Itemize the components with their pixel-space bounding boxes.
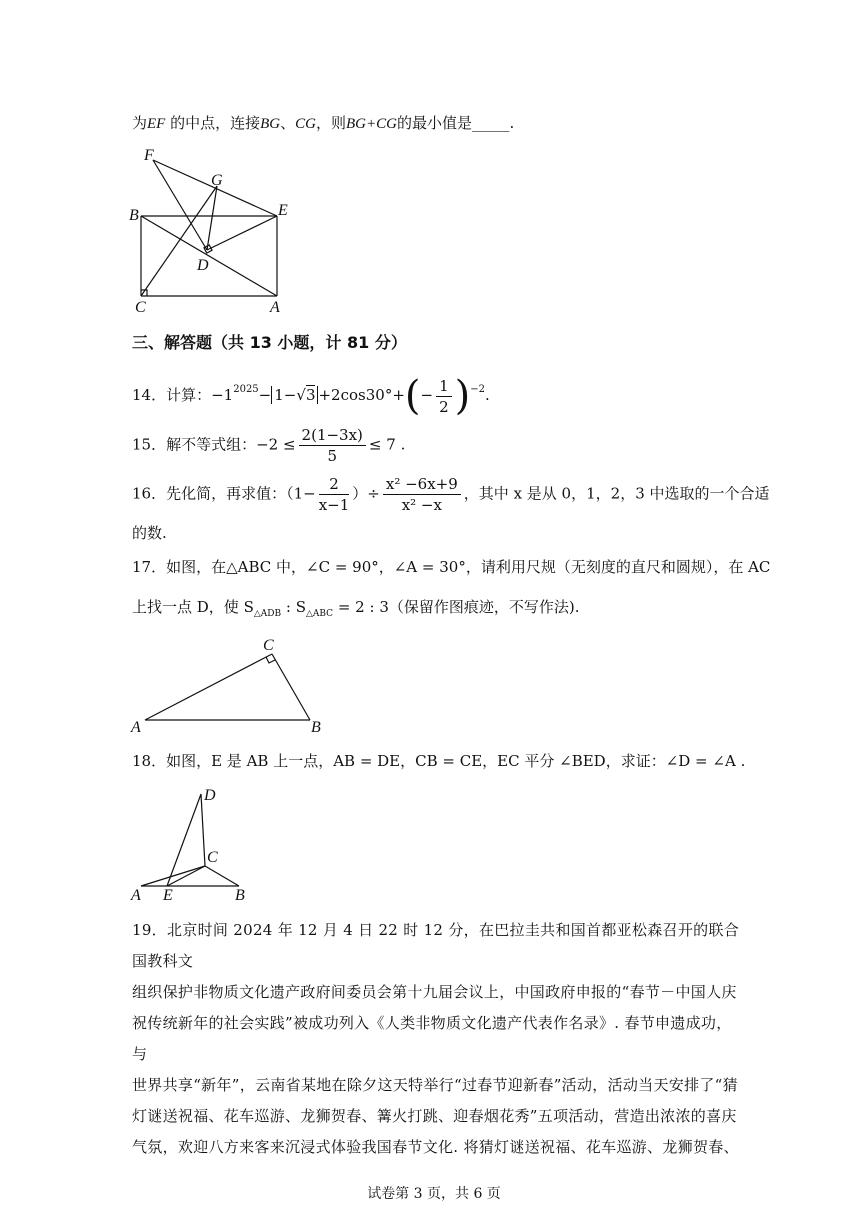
label-D: D bbox=[197, 257, 209, 274]
label-D: D bbox=[204, 787, 216, 804]
q16-f2-num: x² −6x+9 bbox=[383, 474, 461, 495]
q16-fraction2 bbox=[383, 474, 461, 515]
q17-line2 bbox=[132, 596, 579, 619]
page-footer: 试卷第 3 页，共 6 页 bbox=[367, 1186, 501, 1202]
label-B: B bbox=[235, 887, 245, 904]
label-A: A bbox=[131, 887, 141, 904]
label-F: F bbox=[144, 147, 154, 164]
q14-abs: 1−√3 bbox=[271, 386, 318, 404]
label-C: C bbox=[263, 637, 274, 654]
q14-term: +2cos30°+ bbox=[318, 386, 405, 404]
q13-text: 的最小值是_____. bbox=[396, 114, 515, 132]
q18: 18．如图，E 是 AB 上一点，AB = DE，CB = CE，EC 平分 ∠BED，求证：∠D = ∠A . bbox=[132, 752, 746, 770]
label-C: C bbox=[135, 299, 146, 316]
label-E: E bbox=[163, 887, 173, 904]
q17-sub2: △ABC bbox=[305, 609, 334, 619]
q13-tail-line bbox=[132, 112, 514, 133]
q19-line: 祝传统新年的社会实践”被成功列入《人类非物质文化遗产代表作名录》. 春节申遗成功，与 bbox=[132, 1014, 732, 1063]
q17-text: 上找一点 D，使 S bbox=[132, 598, 254, 616]
q16-prefix: 16．先化简，再求值：（1− bbox=[132, 484, 316, 503]
q16-mid: ）÷ bbox=[352, 484, 380, 503]
q14-root: 3 bbox=[305, 386, 316, 404]
q14-term: −1 bbox=[211, 386, 234, 404]
q13-figure bbox=[125, 140, 305, 320]
q14-exponent: 2025 bbox=[233, 384, 259, 395]
q14-frac-den: 2 bbox=[439, 397, 449, 416]
q19-line: 灯谜送祝福、花车巡游、龙狮贺春、篝火打跳、迎春烟花秀”五项活动，营造出浓浓的喜庆 bbox=[132, 1107, 737, 1125]
q14-frac-num: 1 bbox=[436, 376, 452, 397]
q15-left: −2 ≤ bbox=[256, 435, 296, 454]
q13-text: ，则 bbox=[315, 114, 346, 132]
q14-exponent2: −2 bbox=[470, 384, 485, 395]
q19-line: 气氛，欢迎八方来客来沉浸式体验我国春节文化. 将猜灯谜送祝福、花车巡游、龙狮贺春、 bbox=[132, 1138, 739, 1156]
q18-figure bbox=[125, 782, 265, 907]
label-E: E bbox=[278, 202, 288, 219]
q16-line2: 的数. bbox=[132, 524, 167, 542]
q15-right: ≤ 7 . bbox=[368, 435, 406, 454]
q17-line1: 17．如图，在△ABC 中，∠C = 90°，∠A = 30°，请利用尺规（无刻度的直尺和圆规），在 AC bbox=[132, 558, 771, 576]
q13-text: 的中点，连接 bbox=[165, 114, 261, 132]
section-heading: 三、解答题（共 13 小题，计 81 分） bbox=[132, 333, 407, 352]
q13-bg: BG bbox=[260, 116, 281, 132]
q19-line: 世界共享“新年”，云南省某地在除夕这天特举行“过春节迎新春”活动，活动当天安排了“猜 bbox=[132, 1076, 738, 1094]
q13-text: 、 bbox=[280, 114, 296, 132]
q13-ef: EF bbox=[147, 116, 166, 132]
q16-line1 bbox=[132, 474, 770, 515]
q17-figure bbox=[125, 630, 335, 740]
q15-den: 5 bbox=[327, 447, 337, 465]
q16-f1-num: 2 bbox=[319, 474, 350, 495]
label-G: G bbox=[211, 172, 223, 189]
q16-suffix: ，其中 x 是从 0，1，2，3 中选取的一个合适 bbox=[463, 484, 770, 503]
q14-fraction bbox=[436, 376, 452, 417]
q16-fraction1 bbox=[319, 474, 350, 515]
q19-line: 组织保护非物质文化遗产政府间委员会第十九届会议上，中国政府申报的“春节－中国人庆 bbox=[132, 983, 737, 1001]
q13-cg: CG bbox=[295, 116, 316, 132]
q19-line: 19．北京时间 2024 年 12 月 4 日 22 时 12 分，在巴拉圭共和国首都亚松森召开的联合国教科文 bbox=[132, 921, 740, 970]
q19-paragraph bbox=[132, 915, 742, 1163]
q17-sub1: △ADB bbox=[253, 609, 282, 619]
label-A: A bbox=[270, 299, 280, 316]
q17-text: : S bbox=[281, 598, 306, 616]
label-C: C bbox=[207, 849, 218, 866]
q14-prefix: 14．计算： bbox=[132, 386, 212, 404]
q16-f2-den: x² −x bbox=[401, 496, 442, 514]
label-B: B bbox=[129, 207, 139, 224]
q15-num: 2(1−3x) bbox=[299, 425, 366, 446]
q14: 14．计算：$-1^{2025}- 1-√3 +2\cos 30^\circ+(-$ $\frac{1}{2}$ )$^{-2}$. bbox=[132, 373, 490, 419]
q13-sum: BG+CG bbox=[346, 116, 397, 132]
q14-end: . bbox=[484, 386, 490, 404]
q14-minus: − bbox=[420, 386, 434, 404]
q14-abs-content: 1− bbox=[274, 386, 297, 404]
label-B: B bbox=[311, 719, 321, 736]
q15-fraction bbox=[299, 425, 366, 466]
q14-term: − bbox=[258, 386, 272, 404]
label-A: A bbox=[131, 719, 141, 736]
q16-f1-den: x−1 bbox=[318, 496, 350, 514]
q15-prefix: 15．解不等式组： bbox=[132, 435, 257, 454]
q13-text: 为 bbox=[132, 114, 148, 132]
q15 bbox=[132, 425, 405, 466]
q17-text: = 2 : 3（保留作图痕迹，不写作法). bbox=[333, 598, 580, 616]
